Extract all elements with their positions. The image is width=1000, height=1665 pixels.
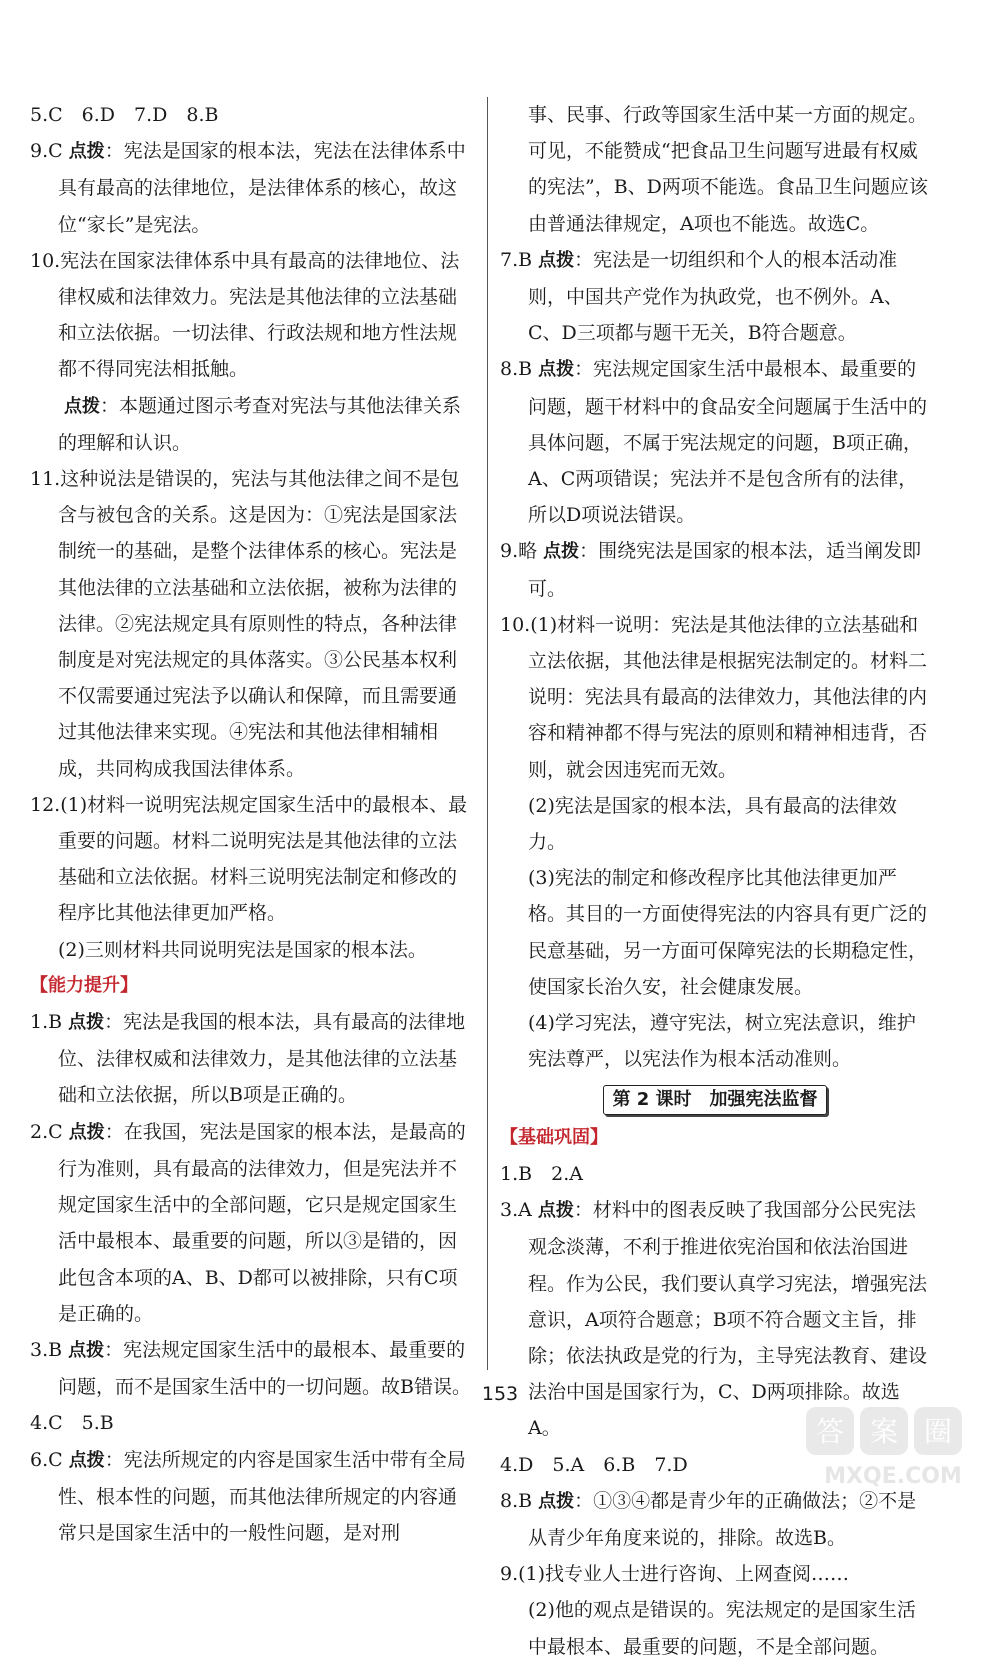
section-heading: 【能力提升】	[30, 974, 138, 996]
item-number: 7.	[500, 248, 519, 271]
page-number: 153	[481, 1383, 519, 1405]
item-number: 8.	[500, 1489, 519, 1512]
watermark-logo	[798, 1403, 988, 1493]
answer-item	[500, 1156, 930, 1192]
answer-text: C	[48, 140, 63, 163]
tip-text: ：宪法是一切组织和个人的根本活动准则，中国共产党作为执政党，也不例外。A、C、D三项都与题干无关，B符合题意。	[528, 248, 903, 345]
answer-text: C	[48, 1448, 63, 1471]
answer-text: B 2.A	[518, 1162, 583, 1185]
answer-text: 事、民事、行政等国家生活中某一方面的规定。可见，不能赞成“把食品卫生问题写进最有权威的宪法”，B、D两项不能选。食品卫生问题应该由普通法律规定，A项也不能选。故选C。	[528, 104, 928, 235]
tip-text: ：①③④都是青少年的正确做法；②不是从青少年角度来说的，排除。故选B。	[528, 1489, 917, 1549]
tip-label: 点拨	[68, 1012, 105, 1034]
tip-text: ：宪法所规定的内容是国家生活中带有全局性、根本性的问题，而其他法律所规定的内容通常只是国家生活中的一般性问题，是对刑	[58, 1448, 466, 1544]
answer-item	[30, 97, 475, 133]
tip-label: 点拨	[538, 359, 575, 381]
answer-item	[30, 1442, 475, 1552]
answer-item	[500, 351, 930, 533]
answer-continuation	[30, 932, 475, 968]
answer-continuation	[500, 97, 930, 242]
answer-item	[30, 133, 475, 243]
tip-label: 点拨	[543, 541, 580, 563]
answer-text: (1)找专业人士进行咨询、上网查阅……	[518, 1563, 850, 1586]
answer-item	[500, 242, 930, 352]
tip-text: ：本题通过图示考查对宪法与其他法律关系的理解和认识。	[58, 394, 462, 454]
tip-label: 点拨	[538, 1490, 575, 1512]
answer-text: C 5.B	[48, 1412, 114, 1435]
item-number: 9.	[500, 1563, 519, 1586]
lesson-title: 第 2 课时 加强宪法监督	[603, 1085, 826, 1115]
watermark-text: MXQE.COM	[824, 1464, 962, 1489]
answer-text: (2)他的观点是错误的。宪法规定的是国家生活中最根本、最重要的问题，不是全部问题。	[528, 1599, 916, 1658]
answer-text: (4)学习宪法，遵守宪法，树立宪法意识，维护宪法尊严，以宪法作为根本活动准则。	[528, 1012, 916, 1071]
tip-text: ：宪法是我国的根本法，具有最高的法律地位、法律权威和法律效力，是其他法律的立法基础和立法依据，所以B项是正确的。	[58, 1011, 466, 1107]
answer-continuation	[500, 1005, 930, 1077]
tip-label: 点拨	[538, 249, 575, 271]
answer-item	[500, 1556, 930, 1592]
item-number: 4.	[30, 1412, 49, 1435]
item-number: 8.	[500, 358, 519, 381]
tip-label: 点拨	[68, 1339, 105, 1361]
watermark-char-3: 圈	[923, 1415, 953, 1448]
answer-item	[500, 607, 930, 788]
item-number: 2.	[30, 1120, 49, 1143]
watermark-char-2: 案	[869, 1415, 899, 1448]
answer-text: (3)宪法的制定和修改程序比其他法律更加严格。其目的一方面使得宪法的内容具有更广泛的民意基础，另一方面可保障宪法的长期稳定性，使国家长治久安，社会健康发展。	[528, 867, 928, 998]
answer-item	[30, 787, 475, 932]
tip-label: 点拨	[68, 1449, 105, 1471]
section-heading: 【基础巩固】	[500, 1126, 608, 1148]
tip-text: ：宪法规定国家生活中最根本、最重要的问题，题干材料中的食品安全问题属于生活中的具体问题，不属于宪法规定的问题，B项正确，A、C两项错误；宪法并不是包含所有的法律，所以D项说法错误。	[528, 358, 928, 527]
item-number: 3.	[500, 1199, 519, 1222]
answer-text: 略	[518, 540, 538, 563]
answer-item	[30, 1405, 475, 1441]
answer-item	[30, 1004, 475, 1114]
answer-text: 这种说法是错误的，宪法与其他法律之间不是包含与被包含的关系。这是因为：①宪法是国家法制统一的基础，是整个法律体系的核心。宪法是其他法律的立法基础和立法依据，被称为法律的法律。②宪法规定具有原则性的特点，各种法律制度是对宪法规定的具体落实。③公民基本权利不仅需要通过宪法予以确认和保障，而且需要通过其他法律来实现。④宪法和其他法律相辅相成，共同构成我国法律体系。	[58, 468, 460, 780]
item-number: 1.	[500, 1162, 519, 1185]
item-number: 9.	[30, 140, 49, 163]
answer-text: A	[518, 1199, 532, 1222]
answer-item	[500, 533, 930, 606]
item-number: 10.	[500, 613, 531, 636]
answer-continuation	[30, 388, 475, 461]
answer-continuation	[500, 788, 930, 860]
item-number: 1.	[30, 1011, 49, 1034]
answer-text: C 6.D 7.D 8.B	[48, 104, 219, 126]
answer-continuation	[500, 1592, 930, 1664]
item-number: 11.	[30, 468, 61, 491]
tip-text: ：在我国，宪法是国家的根本法，是最高的行为准则，具有最高的法律效力，但是宪法并不规定国家生活中的全部问题，它只是规定国家生活中最根本、最重要的问题，所以③是错的，因此包含本项的A、B、D都可以被排除，只有C项是正确的。	[58, 1120, 466, 1325]
answer-text: C	[48, 1120, 63, 1143]
item-number: 3.	[30, 1338, 49, 1361]
tip-label: 点拨	[64, 395, 100, 417]
answer-text: B	[518, 358, 533, 381]
answer-text: D 5.A 6.B 7.D	[518, 1453, 688, 1476]
tip-label: 点拨	[68, 141, 105, 163]
answer-item	[500, 1483, 930, 1556]
answer-text: (2)三则材料共同说明宪法是国家的根本法。	[58, 938, 427, 961]
answer-text: B	[518, 248, 533, 271]
answer-text: (1)材料一说明宪法规定国家生活中的最根本、最重要的问题。材料二说明宪法是其他法律的立法基础和立法依据。材料三说明宪法制定和修改的程序比其他法律更加严格。	[58, 793, 468, 925]
answer-item	[30, 461, 475, 787]
answer-text: B	[518, 1489, 533, 1512]
watermark-char-1: 答	[815, 1415, 845, 1448]
answer-text: B	[48, 1011, 63, 1034]
left-column	[30, 97, 475, 1551]
item-number: 5.	[30, 104, 49, 126]
tip-text: ：围绕宪法是国家的根本法，适当阐发即可。	[528, 540, 922, 600]
tip-text: ：材料中的图表反映了我国部分公民宪法观念淡薄，不利于推进依宪治国和依法治国进程。作为公民，我们要认真学习宪法，增强宪法意识，A项符合题意；B项不符合题文主旨，排除；依法执政是党的行为，主导宪法教育、建设法治中国是国家行为，C、D两项排除。故选A。	[528, 1199, 928, 1440]
lesson-title-wrap	[500, 1081, 930, 1117]
item-number: 6.	[30, 1448, 49, 1471]
answer-text: B	[48, 1338, 63, 1361]
answer-text: (1)材料一说明：宪法是其他法律的立法基础和立法依据，其他法律是根据宪法制定的。材料二说明：宪法具有最高的法律效力，其他法律的内容和精神都不得与宪法的原则和精神相违背，否则，就会因违宪而无效。	[528, 613, 928, 781]
item-number: 4.	[500, 1453, 519, 1476]
answer-text: (2)宪法是国家的根本法，具有最高的法律效力。	[528, 794, 897, 854]
answer-continuation	[500, 860, 930, 1005]
tip-text: ：宪法规定国家生活中的最根本、最重要的问题，而不是国家生活中的一切问题。故B错误。	[58, 1338, 471, 1399]
answer-item	[30, 1114, 475, 1332]
tip-label: 点拨	[68, 1121, 105, 1143]
item-number: 10.	[30, 249, 61, 272]
tip-text: ：宪法是国家的根本法，宪法在法律体系中具有最高的法律地位，是法律体系的核心，故这位“家长”是宪法。	[58, 140, 466, 236]
answer-text: 宪法在国家法律体系中具有最高的法律地位、法律权威和法律效力。宪法是其他法律的立法基础和立法依据。一切法律、行政法规和地方性法规都不得同宪法相抵触。	[58, 249, 460, 381]
tip-label: 点拨	[537, 1200, 574, 1222]
answer-item	[30, 243, 475, 388]
item-number: 12.	[30, 793, 61, 816]
item-number: 9.	[500, 540, 519, 563]
column-divider	[487, 97, 488, 1370]
